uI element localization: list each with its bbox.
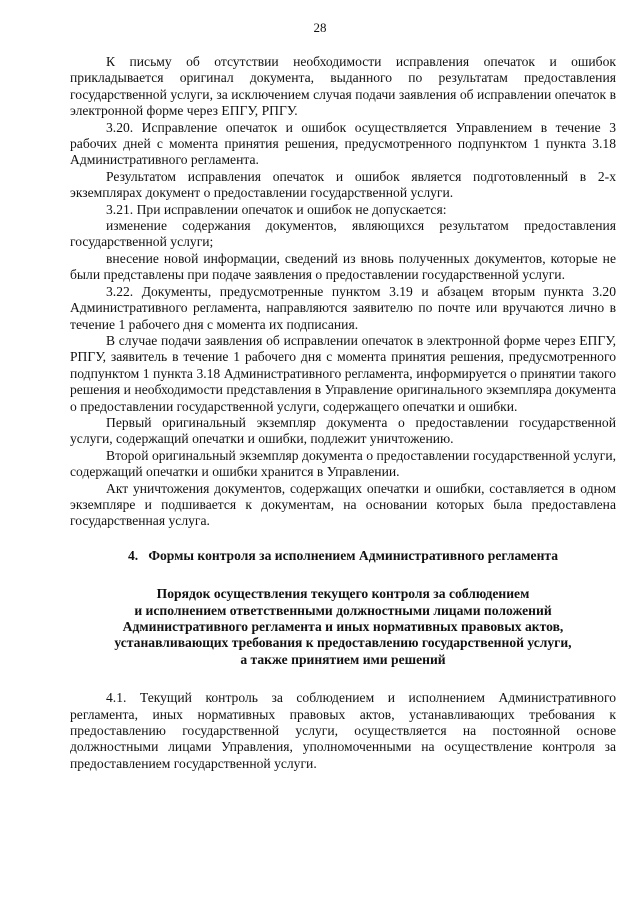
paragraph-correction-result: Результатом исправления опечаток и ошибок является подготовленный в 2-х экземплярах документ о предоставлении государственной услуги. [70, 168, 616, 201]
subsection-heading-line: Порядок осуществления текущего контроля за соблюдением [156, 586, 530, 602]
paragraph-3-22: 3.22. Документы, предусмотренные пунктом 3.19 и абзацем вторым пункта 3.20 Административного регламента, направляются заявителю по почте или вручаются лично в течение 1 рабочего дня с момента их подписания. [70, 283, 616, 332]
page-number: 28 [313, 20, 327, 35]
paragraph-electronic-submission: В случае подачи заявления об исправлении опечаток в электронной форме через ЕПГУ, РПГУ, заявитель в течение 1 рабочего дня с момента принятия решения, предусмотренного подпунктом 1 пункта 3.18 Административного регламента, информируется о принятии такого решения и необходимости представления в Управление оригинального экземпляра документа о предоставлении государственной услуги, содержащего опечатки и ошибки. [70, 332, 616, 414]
subsection-heading-line: и исполнением ответственными должностными лицами положений [134, 602, 552, 618]
paragraph-second-copy: Второй оригинальный экземпляр документа о предоставлении государственной услуги, содержащий опечатки и ошибки хранится в Управлении. [70, 447, 616, 480]
subsection-heading-line: устанавливающих требования к предоставлению государственной услуги, [114, 635, 572, 651]
paragraph-3-20: 3.20. Исправление опечаток и ошибок осуществляется Управлением в течение 3 рабочих дней с момента принятия решения, предусмотренного подпунктом 1 пункта 3.18 Административного регламента. [70, 119, 616, 168]
subsection-heading-line: Административного регламента и иных нормативных правовых актов, [122, 619, 564, 634]
paragraph-4-1: 4.1. Текущий контроль за соблюдением и исполнением Административного регламента, иных нормативных правовых актов, устанавливающих требования к предоставлению государственной услуги, осуществляется на постоянной основе должностными лицами Управления, уполномоченными на осуществление контроля за предоставлением государственной услуги. [70, 690, 616, 771]
paragraph-attachment-note: К письму об отсутствии необходимости исправления опечаток и ошибок прикладывается оригинал документа, выданного по результатам предоставления государственной услуги, за исключением случая подачи заявления об исправлении опечаток в электронной форме через ЕПГУ, РПГУ. [70, 54, 616, 119]
paragraph-first-copy: Первый оригинальный экземпляр документа о предоставлении государственной услуги, содержащий опечатки и ошибки, подлежит уничтожению. [70, 414, 616, 447]
section-heading: 4. Формы контроля за исполнением Административного регламента [127, 547, 559, 563]
subsection-heading-line: а также принятием ими решений [240, 651, 446, 667]
document-body [70, 54, 616, 772]
paragraph-not-allowed-2: внесение новой информации, сведений из вновь полученных документов, которые не были представлены при подаче заявления о предоставлении государственной услуги. [70, 250, 616, 283]
paragraph-not-allowed-1: изменение содержания документов, являющихся результатом предоставления государственной услуги; [70, 218, 616, 250]
paragraph-destruction-act: Акт уничтожения документов, содержащих опечатки и ошибки, составляется в одном экземпляре и подшивается к документам, на основании которых была предоставлена государственная услуга. [70, 480, 616, 529]
subsection-heading [70, 586, 616, 668]
paragraph-3-21: 3.21. При исправлении опечаток и ошибок не допускается: [106, 201, 447, 217]
